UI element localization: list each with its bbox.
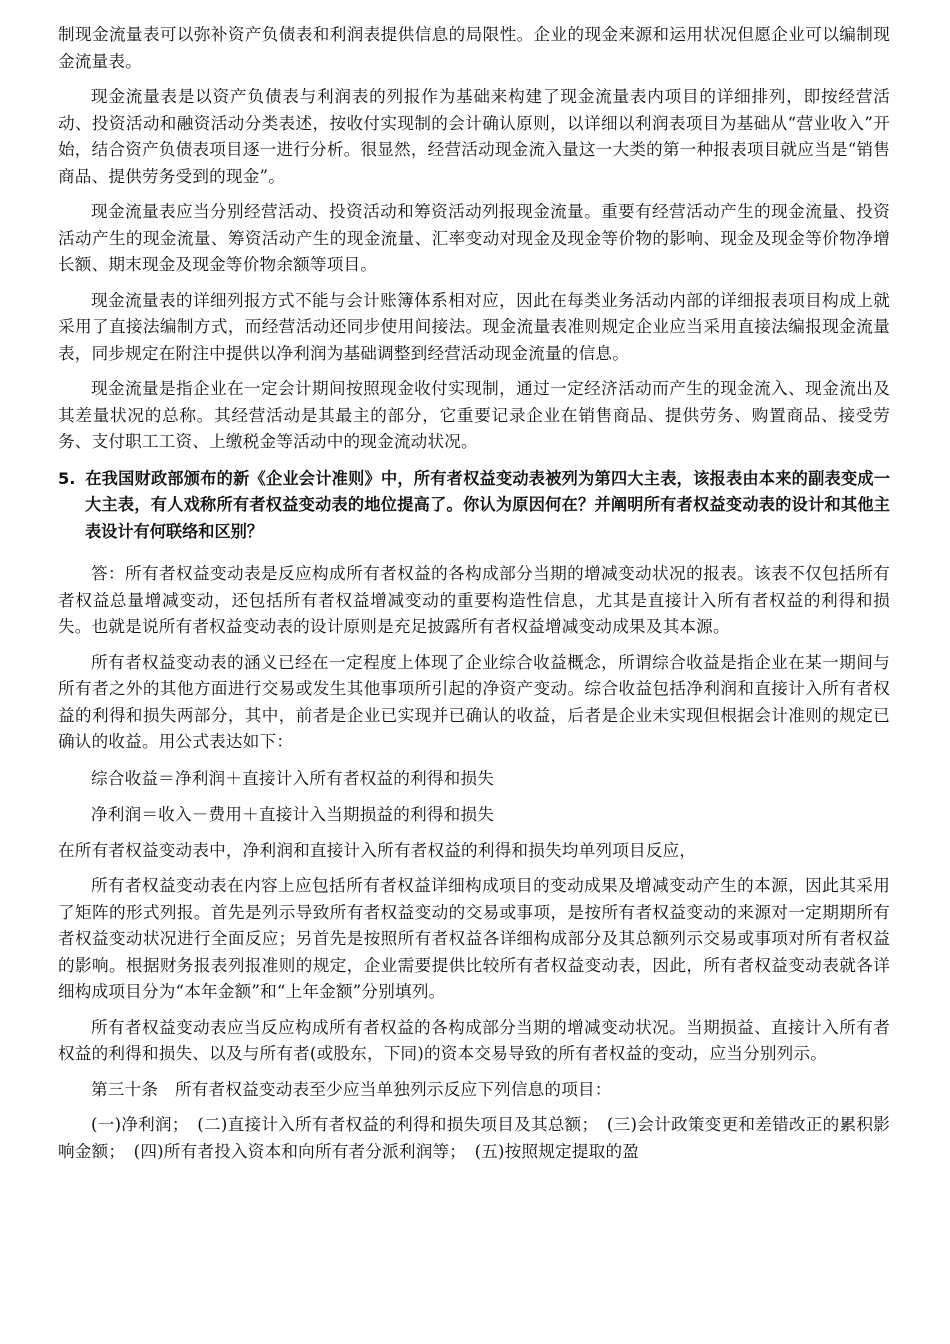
formula-net-profit: 净利润＝收入－费用＋直接计入当期损益的利得和损失 [91, 805, 495, 825]
answer-paragraph-5: 所有者权益变动表应当反应构成所有者权益的各构成部分当期的增减变动状况。当期损益、直接计入所有者权益的利得和损失、以及与所有者(或股东，下同)的资本交易导致的所有者权益的变动，应当分别列示。 [58, 1017, 890, 1064]
answer-paragraph-2: 所有者权益变动表的涵义已经在一定程度上体现了企业综合收益概念，所谓综合收益是指企业在某一期间与所有者之外的其他方面进行交易或发生其他事项所引起的净资产变动。综合收益包括净利润和直接计入所有者权益的利得和损失两部分，其中，前者是企业已实现并已确认的收益，后者是企业未实现但根据会计准则的规定已确认的收益。用公式表达如下： [58, 652, 890, 752]
paragraph-cashflow-definition: 现金流量是指企业在一定会计期间按照现金收付实现制，通过一定经济活动而产生的现金流入、现金流出及其差量状况的总称。其经营活动是其最主的部分，它重要记录企业在销售商品、提供劳务、购置商品、接受劳务、支付职工工资、上缴税金等活动中的现金流动状况。 [58, 379, 890, 451]
question-text: 在我国财政部颁布的新《企业会计准则》中，所有者权益变动表被列为第四大主表，该报表由本来的副表变成一大主表，有人戏称所有者权益变动表的地位提高了。你认为原因何在？并阐明所有者权益变动表的设计和其他主表设计有何联络和区别？ [85, 468, 890, 541]
question-number: 5. [58, 468, 76, 488]
paragraph-continuation: 制现金流量表可以弥补资产负债表和利润表提供信息的局限性。企业的现金来源和运用状况但愿企业可以编制现金流量表。 [58, 25, 890, 71]
formula-comprehensive-income: 综合收益＝净利润＋直接计入所有者权益的利得和损失 [91, 768, 495, 788]
article-30-items: (一)净利润； (二)直接计入所有者权益的利得和损失项目及其总额； (三)会计政策变更和差错改正的累积影响金额； (四)所有者投入资本和向所有者分派利润等； (五)按照规定提取的盈 [58, 1115, 890, 1161]
answer-paragraph-4: 所有者权益变动表在内容上应包括所有者权益详细构成项目的变动成果及增减变动产生的本源，因此其采用了矩阵的形式列报。首先是列示导致所有者权益变动的交易或事项，是按所有者权益变动的来源对一定期期所有者权益变动状况进行全面反应；另首先是按照所有者权益各详细构成部分及其总额列示交易或事项对所有者权益的影响。根据财务报表列报准则的规定，企业需要提供比较所有者权益变动表，因此，所有者权益变动表就各详细构成项目分为“本年金额”和“上年金额”分别填列。 [58, 876, 890, 1002]
paragraph-cashflow-categories: 现金流量表应当分别经营活动、投资活动和筹资活动列报现金流量。重要有经营活动产生的现金流量、投资活动产生的现金流量、筹资活动产生的现金流量、汇率变动对现金及现金等价物的影响、现金及现金等价物净增长额、期末现金及现金等价物余额等项目。 [58, 202, 890, 274]
paragraph-cashflow-methods: 现金流量表的详细列报方式不能与会计账簿体系相对应，因此在每类业务活动内部的详细报表项目构成上就采用了直接法编制方式，而经营活动还同步使用间接法。现金流量表准则规定企业应当采用直接法编报现金流量表，同步规定在附注中提供以净利润为基础调整到经营活动现金流量的信息。 [58, 290, 890, 363]
answer-paragraph-1: 答：所有者权益变动表是反应构成所有者权益的各构成部分当期的增减变动状况的报表。该表不仅包括所有者权益总量增减变动，还包括所有者权益增减变动的重要构造性信息，尤其是直接计入所有者权益的利得和损失。也就是说所有者权益变动表的设计原则是充足披露所有者权益增减变动成果及其本源。 [58, 564, 890, 637]
paragraph-cashflow-basis: 现金流量表是以资产负债表与利润表的列报作为基础来构建了现金流量表内项目的详细排列，即按经营活动、投资活动和融资活动分类表述，按收付实现制的会计确认原则，以详细以利润表项目为基础从“营业收入”开始，结合资产负债表项目逐一进行分析。很显然，经营活动现金流入量这一大类的第一种报表项目就应当是“销售商品、提供劳务受到的现金”。 [58, 87, 890, 186]
question-heading [58, 466, 890, 546]
article-30: 第三十条 所有者权益变动表至少应当单独列示反应下列信息的项目： [91, 1079, 612, 1099]
answer-paragraph-3: 在所有者权益变动表中，净利润和直接计入所有者权益的利得和损失均单列项目反应， [58, 840, 697, 860]
document-page [58, 22, 890, 1165]
